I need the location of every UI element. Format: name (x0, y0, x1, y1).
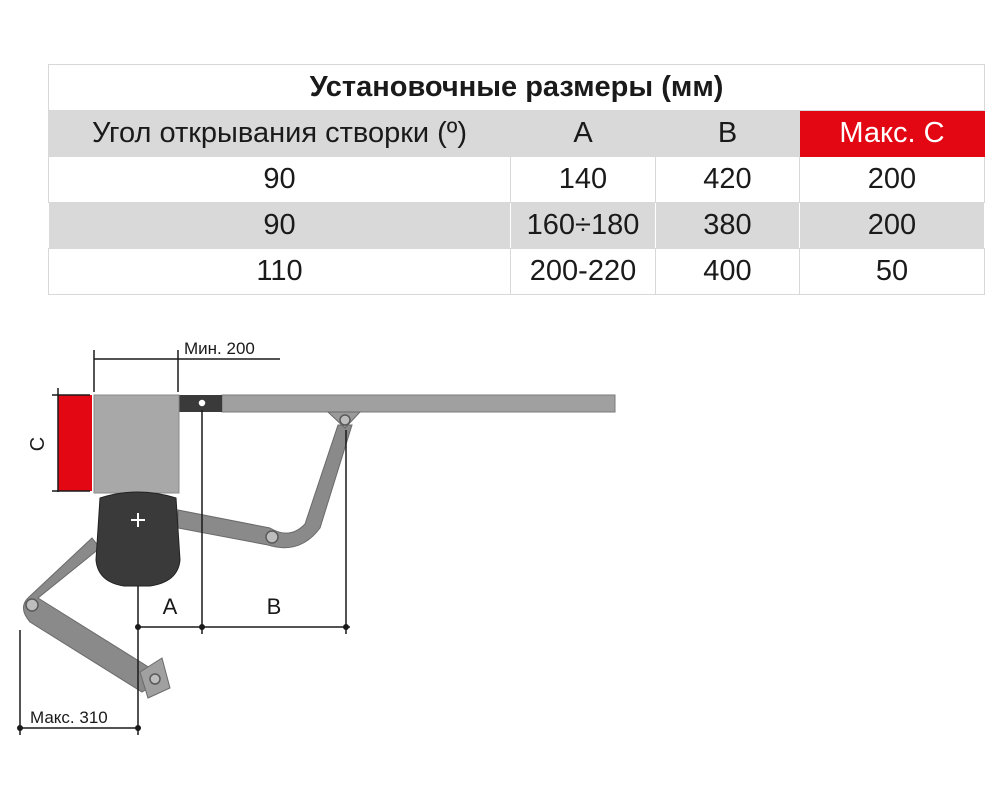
elbow-pin (266, 531, 278, 543)
cell-a: 140 (511, 157, 656, 203)
cell-max-c: 200 (800, 157, 985, 203)
cell-max-c: 50 (800, 249, 985, 295)
cell-max-c: 200 (800, 203, 985, 249)
wall-bracket-pin (150, 674, 160, 684)
cell-angle: 90 (49, 157, 511, 203)
gate-leaf (222, 395, 615, 412)
header-b: B (656, 111, 800, 157)
gate-mount-pin (340, 415, 350, 425)
dim-max-dot-left (17, 725, 23, 731)
lower-elbow-pin (26, 599, 38, 611)
dim-ab-dot-2 (199, 624, 205, 630)
cell-a: 160÷180 (511, 203, 656, 249)
pillar (94, 395, 179, 493)
dim-max-dot-right (135, 725, 141, 731)
installation-dimensions-table (48, 64, 985, 295)
cell-a: 200-220 (511, 249, 656, 295)
dim-max-label: Макс. 310 (30, 708, 108, 727)
header-max-c: Макс. C (800, 111, 985, 157)
header-angle: Угол открывания створки (º) (49, 111, 511, 157)
table-row (49, 157, 985, 203)
table-title-row (49, 65, 985, 111)
dim-min-label: Мин. 200 (184, 339, 255, 358)
pillar-c-zone (58, 395, 92, 491)
cell-b: 420 (656, 157, 800, 203)
dim-c-label: C (27, 436, 49, 452)
cell-angle: 90 (49, 203, 511, 249)
header-a: A (511, 111, 656, 157)
table-row (49, 249, 985, 295)
cell-b: 400 (656, 249, 800, 295)
dim-b-label: B (266, 594, 282, 619)
motor-body (96, 492, 180, 586)
cell-angle: 110 (49, 249, 511, 295)
table-title: Установочные размеры (мм) (49, 65, 985, 111)
table-row (49, 203, 985, 249)
cell-b: 380 (656, 203, 800, 249)
dim-a-label: A (162, 594, 178, 619)
table-header-row (49, 111, 985, 157)
upper-arm (178, 425, 352, 548)
dim-ab-dot-3 (343, 624, 349, 630)
bracket-pin (198, 399, 206, 407)
installation-diagram (0, 300, 640, 750)
dim-ab-dot-1 (135, 624, 141, 630)
